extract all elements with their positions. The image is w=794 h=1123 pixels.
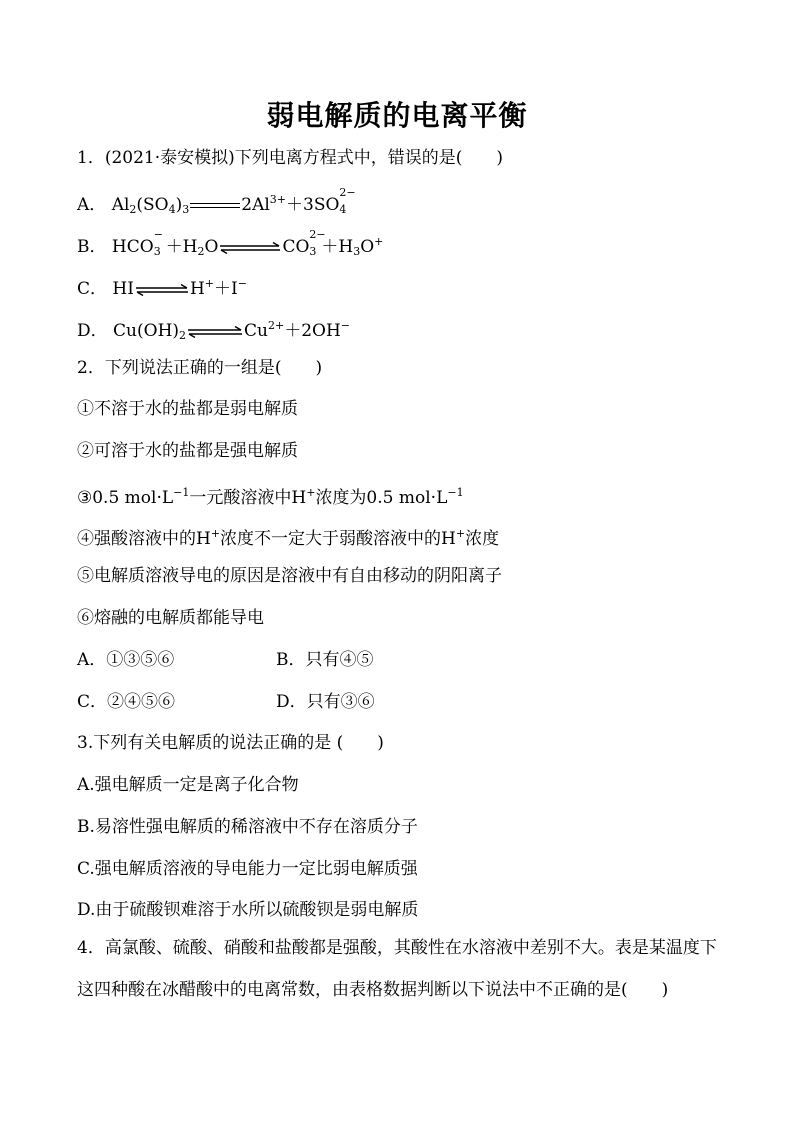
text-part: 一元酸溶液中H: [189, 488, 307, 508]
option-label: D．: [77, 321, 108, 341]
question-4-stem: 4．高氯酸、硫酸、硝酸和盐酸都是强酸，其酸性在水溶液中差别不大。表是某温度下这四种酸在冰醋酸中的电离常数，由表格数据判断以下说法中不正确的是( ): [77, 938, 717, 1000]
question-2-item-6: ⑥熔融的电解质都能导电: [77, 608, 264, 628]
subscript: 2: [129, 203, 137, 216]
question-3-option-a: A.强电解质一定是离子化合物: [77, 775, 299, 795]
option-label: B．: [77, 237, 107, 257]
text-part: 浓度为0.5 mol·L: [315, 488, 448, 508]
question-2-item-4: [77, 522, 499, 551]
question-3-option-c: C.强电解质溶液的导电能力一定比弱电解质强: [77, 859, 418, 879]
superscript: +: [374, 235, 384, 248]
formula-part: (SO: [136, 195, 169, 215]
formula-part: O: [360, 237, 375, 257]
question-1-option-c: [77, 272, 247, 301]
superscript: −: [153, 228, 163, 241]
formula-part: Cu(OH): [113, 321, 180, 341]
subscript: 3: [309, 245, 317, 258]
subscript: 3: [153, 245, 161, 258]
question-1-option-a: [77, 186, 356, 222]
question-2-item-5: ⑤电解质溶液导电的原因是溶液中有自由移动的阴阳离子: [77, 566, 502, 586]
reversible-arrow-icon: [135, 284, 189, 296]
superscript: +: [306, 486, 316, 499]
text-part: 浓度不一定大于弱酸溶液中的H: [220, 529, 456, 549]
superscript: −1: [173, 486, 190, 499]
formula-part: O: [204, 237, 219, 257]
subscript: 2: [179, 329, 187, 342]
superscript: −: [237, 277, 247, 290]
superscript: 3+: [269, 193, 287, 206]
reversible-arrow-icon: [187, 326, 243, 338]
ion-charge-stack: [309, 228, 326, 258]
formula-part: HI: [112, 279, 134, 299]
subscript: 4: [339, 203, 347, 216]
subscript: 4: [168, 203, 176, 216]
formula-part: ＋I: [214, 279, 238, 299]
question-1-option-d: [77, 314, 350, 348]
ion-charge-stack: [339, 186, 356, 216]
formula-part: ＋3SO: [286, 195, 340, 215]
formula-part: Cu: [244, 321, 268, 341]
option-label: C．: [77, 279, 108, 299]
question-2-item-2: ②可溶于水的盐都是强电解质: [77, 441, 298, 461]
superscript: 2−: [339, 186, 356, 199]
ion-charge-stack: [153, 228, 166, 258]
question-2-option-c: C．②④⑤⑥: [77, 692, 176, 712]
formula-part: 2Al: [241, 195, 270, 215]
formula-part: ＋H: [321, 237, 354, 257]
question-2-option-d: D．只有③⑥: [276, 692, 375, 712]
option-label: A．: [77, 195, 107, 215]
text-part: ③0.5 mol·L: [77, 488, 174, 508]
equals-sign-icon: [190, 199, 240, 213]
reversible-arrow-icon: [219, 242, 281, 254]
text-part: ④强酸溶液中的H: [77, 529, 211, 549]
formula-part: ): [175, 195, 183, 215]
question-1-stem: 1．(2021·泰安模拟)下列电离方程式中，错误的是( ): [77, 148, 504, 168]
formula-part: ＋H: [165, 237, 198, 257]
formula-part: CO: [282, 237, 310, 257]
page-title: 弱电解质的电离平衡: [266, 99, 528, 132]
formula-part: HCO: [111, 237, 154, 257]
question-3-option-b: B.易溶性强电解质的稀溶液中不存在溶质分子: [77, 817, 418, 837]
superscript: 2−: [309, 228, 326, 241]
superscript: +: [210, 527, 221, 540]
subscript: 3: [353, 245, 361, 258]
superscript: +: [204, 277, 215, 290]
question-1-option-b: [77, 230, 383, 264]
subscript: 3: [182, 203, 190, 216]
formula-part: H: [189, 279, 205, 299]
text-part: 浓度: [465, 529, 500, 549]
superscript: −1: [447, 486, 464, 499]
question-2-option-b: B．只有④⑤: [276, 650, 374, 670]
question-2-option-a: A．①③⑤⑥: [77, 650, 175, 670]
superscript: +: [455, 527, 466, 540]
question-2-item-1: ①不溶于水的盐都是弱电解质: [77, 399, 298, 419]
question-3-stem: 3.下列有关电解质的说法正确的是 ( ): [77, 733, 384, 753]
question-2-options-row-1: [77, 648, 174, 672]
subscript: 2: [197, 245, 205, 258]
superscript: −: [340, 319, 351, 332]
question-2-stem: 2．下列说法正确的一组是( ): [77, 358, 323, 378]
formula-part: ＋2OH: [284, 321, 341, 341]
question-2-item-3: [77, 481, 464, 510]
question-3-option-d: D.由于硫酸钡难溶于水所以硫酸钡是弱电解质: [77, 900, 419, 920]
superscript: 2+: [268, 319, 285, 332]
formula-part: Al: [111, 195, 130, 215]
